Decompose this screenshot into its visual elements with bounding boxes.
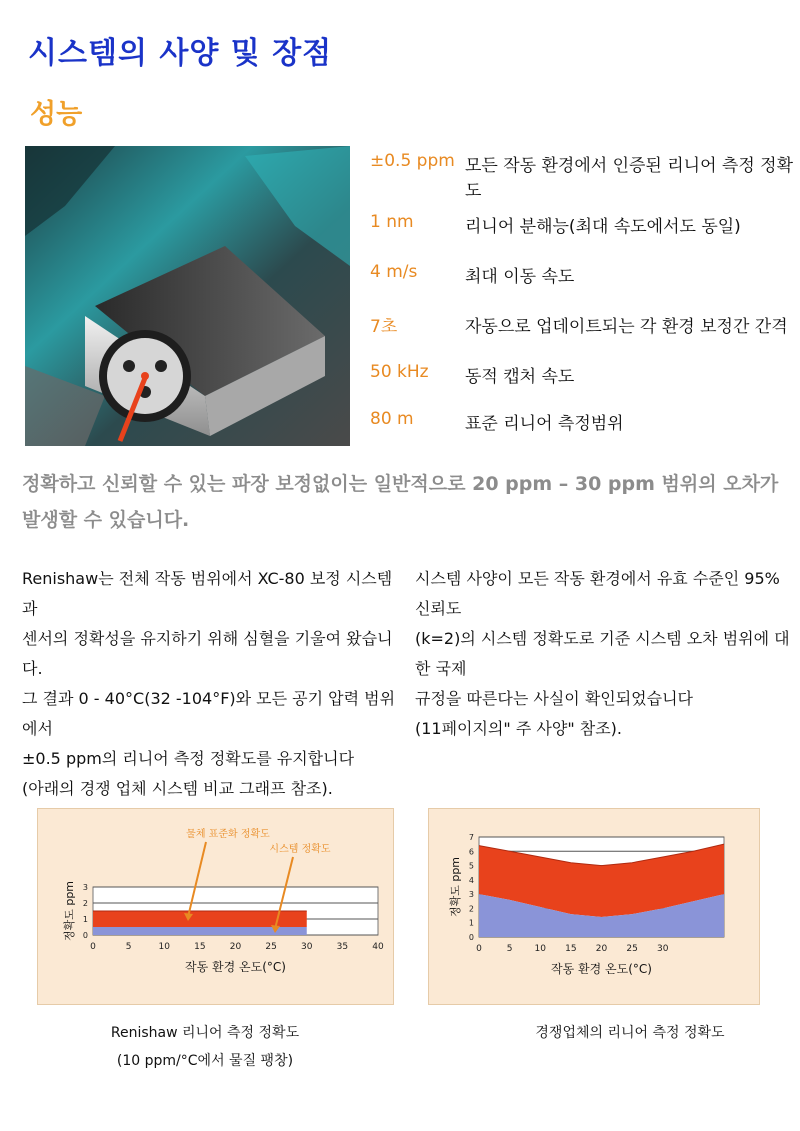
x-tick-label: 40: [372, 942, 384, 952]
chart1-caption: Renishaw 리니어 측정 정확도: [110, 1025, 300, 1041]
x-axis-label: 작동 환경 온도(°C): [551, 962, 652, 976]
paragraph-line: (아래의 경쟁 업체 시스템 비교 그래프 참조).: [22, 779, 333, 798]
paragraph-line: (k=2)의 시스템 정확도로 기준 시스템 오차 범위에 대한 국제: [415, 629, 790, 678]
x-tick-label: 25: [265, 942, 277, 952]
paragraph-line: 센서의 정확성을 유지하기 위해 심혈을 기울여 왔습니다.: [22, 629, 393, 678]
x-tick-label: 0: [476, 944, 482, 954]
spec-desc: 최대 이동 속도: [465, 267, 575, 287]
spec-value: 50 kHz: [370, 362, 429, 382]
y-tick-label: 2: [82, 899, 88, 908]
paragraph-line: ±0.5 ppm의 리니어 측정 정확도를 유지합니다: [22, 749, 355, 768]
y-tick-label: 5: [468, 861, 474, 871]
y-axis-label: 정확도 ppm: [449, 856, 462, 918]
x-tick-label: 5: [506, 944, 513, 954]
accuracy-note: 정확하고 신뢰할 수 있는 파장 보정없이는 일반적으로 20 ppm – 30 ppm 범위의 오차가 발생할 수 있습니다.: [22, 473, 779, 531]
x-tick-label: 15: [194, 942, 206, 952]
accuracy-band-upper: [93, 911, 307, 927]
x-tick-label: 10: [534, 944, 546, 954]
annotation-material: 물체 표준화 정확도: [186, 829, 270, 840]
x-tick-label: 30: [657, 944, 669, 954]
x-tick-label: 20: [595, 944, 608, 954]
x-tick-label: 5: [125, 942, 132, 952]
x-tick-label: 10: [158, 942, 170, 952]
spec-value: 1 nm: [370, 212, 414, 232]
y-tick-label: 3: [82, 883, 88, 892]
spec-desc: 모든 작동 환경에서 인증된 리니어 측정 정확도: [465, 156, 794, 201]
spec-value: 80 m: [370, 409, 414, 429]
body-paragraph-left: [22, 564, 397, 804]
body-paragraph-right: [415, 564, 790, 744]
spec-value: 7초: [370, 317, 398, 337]
y-axis-label: 정확도 ppm: [63, 880, 76, 942]
paragraph-line: (11페이지의" 주 사양" 참조).: [415, 719, 623, 738]
x-tick-label: 25: [626, 944, 638, 954]
renishaw-accuracy-chart: [37, 808, 394, 1005]
y-tick-label: 4: [468, 875, 474, 885]
spec-desc: 표준 리니어 측정범위: [465, 414, 624, 434]
competitor-accuracy-chart: [428, 808, 760, 1005]
chart1-caption-sub: (10 ppm/°C에서 물질 팽창): [116, 1053, 294, 1069]
paragraph-line: 규정을 따른다는 사실이 확인되었습니다: [415, 689, 694, 708]
paragraph-line: 그 결과 0 - 40°C(32 -104°F)와 모든 공기 압력 범위에서: [22, 689, 396, 738]
paragraph-line: Renishaw는 전체 작동 범위에서 XC-80 보정 시스템과: [22, 569, 393, 618]
y-tick-label: 1: [468, 918, 474, 928]
y-tick-label: 2: [468, 904, 474, 914]
x-tick-label: 15: [565, 944, 577, 954]
y-tick-label: 0: [468, 933, 474, 942]
x-axis-label: 작동 환경 온도(°C): [185, 960, 286, 974]
x-tick-label: 35: [336, 942, 349, 952]
spec-value: 4 m/s: [370, 262, 418, 282]
x-tick-label: 30: [301, 942, 313, 952]
y-tick-label: 3: [468, 890, 474, 900]
y-tick-label: 1: [82, 915, 88, 924]
product-photo: [25, 146, 350, 446]
annotation-system: 시스템 정확도: [269, 844, 331, 855]
y-tick-label: 7: [468, 833, 474, 842]
spec-value: ±0.5 ppm: [370, 151, 455, 171]
spec-desc: 동적 캡처 속도: [465, 367, 575, 387]
x-tick-label: 20: [229, 942, 242, 952]
paragraph-line: 시스템 사양이 모든 작동 환경에서 유효 수준인 95% 신뢰도: [415, 569, 780, 618]
section-subtitle: 성능: [30, 99, 83, 130]
page-title: 시스템의 사양 및 장점: [28, 36, 333, 71]
y-tick-label: 6: [468, 847, 474, 857]
chart2-caption: 경쟁업체의 리니어 측정 정확도: [535, 1025, 725, 1041]
y-tick-label: 0: [82, 931, 88, 940]
x-tick-label: 0: [90, 942, 96, 952]
renishaw-accuracy-chart-svg: [38, 809, 393, 1004]
spec-desc: 리니어 분해능(최대 속도에서도 동일): [465, 217, 741, 237]
competitor-accuracy-chart-svg: [429, 809, 759, 1004]
spec-desc: 자동으로 업데이트되는 각 환경 보정간 간격: [465, 317, 788, 337]
